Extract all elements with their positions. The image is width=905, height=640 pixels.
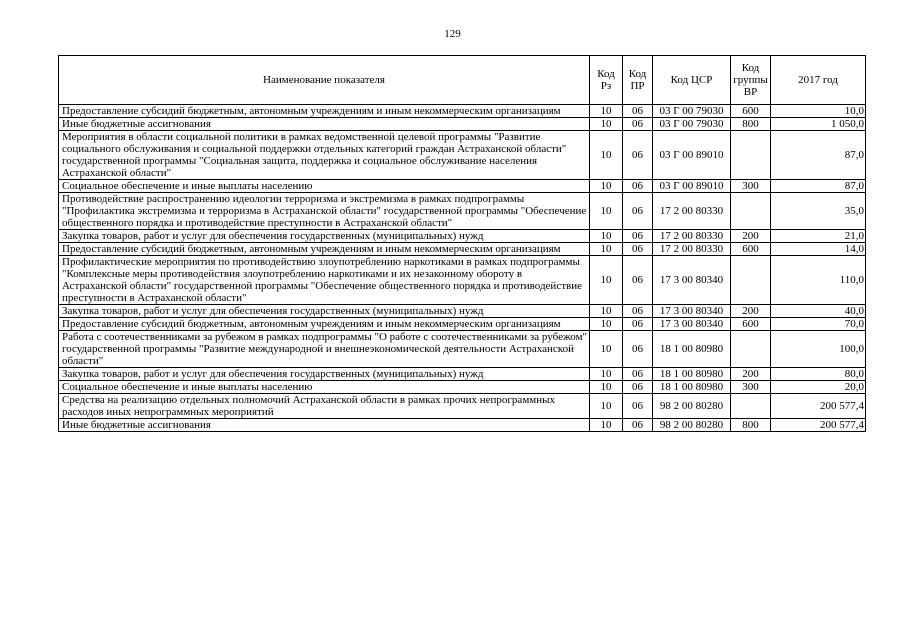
row-name: Средства на реализацию отдельных полномочий Астраханской области в рамках прочих непрограммных расходов иных непрограммных мероприятий bbox=[59, 394, 590, 419]
row-amount: 100,0 bbox=[771, 331, 866, 368]
row-name: Работа с соотечественниками за рубежом в рамках подпрограммы "О работе с соотечественниками за рубежом" государственной программы "Развитие международной и внешнеэкономической деятельности Астраханской области" bbox=[59, 331, 590, 368]
row-csr: 17 3 00 80340 bbox=[653, 305, 731, 318]
table-row bbox=[59, 368, 866, 381]
row-vr: 800 bbox=[731, 118, 771, 131]
row-rz: 10 bbox=[590, 331, 623, 368]
row-rz: 10 bbox=[590, 118, 623, 131]
table-row bbox=[59, 256, 866, 305]
row-rz: 10 bbox=[590, 243, 623, 256]
row-name: Закупка товаров, работ и услуг для обеспечения государственных (муниципальных) нужд bbox=[59, 368, 590, 381]
row-amount: 10,0 bbox=[771, 105, 866, 118]
table-row bbox=[59, 118, 866, 131]
row-pr: 06 bbox=[623, 180, 653, 193]
row-csr: 17 2 00 80330 bbox=[653, 230, 731, 243]
row-name: Противодействие распространению идеологии терроризма и экстремизма в рамках подпрограммы "Профилактика экстремизма и терроризма в Астраханской области" государственной программы "Обеспечение общественного порядка и противодействие преступности в Астраханской области" bbox=[59, 193, 590, 230]
row-pr: 06 bbox=[623, 256, 653, 305]
row-amount: 87,0 bbox=[771, 180, 866, 193]
row-vr: 300 bbox=[731, 381, 771, 394]
row-vr: 800 bbox=[731, 419, 771, 432]
row-amount: 200 577,4 bbox=[771, 394, 866, 419]
row-pr: 06 bbox=[623, 318, 653, 331]
table-body bbox=[59, 105, 866, 432]
row-name: Закупка товаров, работ и услуг для обеспечения государственных (муниципальных) нужд bbox=[59, 305, 590, 318]
header-pr: Код ПР bbox=[623, 56, 653, 105]
row-vr bbox=[731, 256, 771, 305]
row-pr: 06 bbox=[623, 368, 653, 381]
row-csr: 03 Г 00 89010 bbox=[653, 180, 731, 193]
row-pr: 06 bbox=[623, 193, 653, 230]
row-amount: 70,0 bbox=[771, 318, 866, 331]
row-csr: 18 1 00 80980 bbox=[653, 368, 731, 381]
header-row bbox=[59, 56, 866, 105]
row-pr: 06 bbox=[623, 243, 653, 256]
table-row bbox=[59, 419, 866, 432]
row-name: Мероприятия в области социальной политики в рамках ведомственной целевой программы "Развитие социального обслуживания и социальной поддержки отдельных категорий граждан Астраханской области" государственной программы "Социальная защита, поддержка и социальное обслуживание населения Астраханской области" bbox=[59, 131, 590, 180]
row-vr: 600 bbox=[731, 318, 771, 331]
row-rz: 10 bbox=[590, 305, 623, 318]
row-rz: 10 bbox=[590, 105, 623, 118]
row-pr: 06 bbox=[623, 230, 653, 243]
row-pr: 06 bbox=[623, 394, 653, 419]
row-vr bbox=[731, 193, 771, 230]
table-row bbox=[59, 394, 866, 419]
row-amount: 21,0 bbox=[771, 230, 866, 243]
row-amount: 14,0 bbox=[771, 243, 866, 256]
table-row bbox=[59, 318, 866, 331]
row-rz: 10 bbox=[590, 318, 623, 331]
row-vr: 600 bbox=[731, 105, 771, 118]
row-vr: 600 bbox=[731, 243, 771, 256]
row-vr: 300 bbox=[731, 180, 771, 193]
table-row bbox=[59, 381, 866, 394]
table-row bbox=[59, 243, 866, 256]
row-amount: 1 050,0 bbox=[771, 118, 866, 131]
row-rz: 10 bbox=[590, 256, 623, 305]
row-csr: 17 2 00 80330 bbox=[653, 243, 731, 256]
row-name: Профилактические мероприятия по противодействию злоупотреблению наркотиками в рамках подпрограммы "Комплексные меры противодействия злоупотреблению наркотиками и их незаконному обороту в Астраханской области" государственной программы "Обеспечение общественного порядка и противодействие преступности в Астраханской области" bbox=[59, 256, 590, 305]
row-csr: 03 Г 00 89010 bbox=[653, 131, 731, 180]
row-pr: 06 bbox=[623, 131, 653, 180]
row-pr: 06 bbox=[623, 419, 653, 432]
budget-table bbox=[58, 55, 866, 432]
row-csr: 98 2 00 80280 bbox=[653, 394, 731, 419]
row-vr bbox=[731, 394, 771, 419]
row-csr: 17 3 00 80340 bbox=[653, 318, 731, 331]
row-rz: 10 bbox=[590, 419, 623, 432]
row-vr: 200 bbox=[731, 305, 771, 318]
row-name: Предоставление субсидий бюджетным, автономным учреждениям и иным некоммерческим организациям bbox=[59, 318, 590, 331]
table-row bbox=[59, 105, 866, 118]
row-vr bbox=[731, 131, 771, 180]
row-pr: 06 bbox=[623, 305, 653, 318]
row-name: Иные бюджетные ассигнования bbox=[59, 419, 590, 432]
page-number: 129 bbox=[444, 28, 461, 40]
row-vr: 200 bbox=[731, 230, 771, 243]
table-row bbox=[59, 331, 866, 368]
row-csr: 18 1 00 80980 bbox=[653, 331, 731, 368]
row-vr bbox=[731, 331, 771, 368]
row-rz: 10 bbox=[590, 394, 623, 419]
header-name: Наименование показателя bbox=[59, 56, 590, 105]
row-amount: 200 577,4 bbox=[771, 419, 866, 432]
row-rz: 10 bbox=[590, 131, 623, 180]
row-vr: 200 bbox=[731, 368, 771, 381]
row-csr: 03 Г 00 79030 bbox=[653, 105, 731, 118]
row-name: Закупка товаров, работ и услуг для обеспечения государственных (муниципальных) нужд bbox=[59, 230, 590, 243]
row-pr: 06 bbox=[623, 381, 653, 394]
row-amount: 40,0 bbox=[771, 305, 866, 318]
table-row bbox=[59, 180, 866, 193]
row-csr: 17 2 00 80330 bbox=[653, 193, 731, 230]
table-row bbox=[59, 305, 866, 318]
row-amount: 20,0 bbox=[771, 381, 866, 394]
header-year: 2017 год bbox=[771, 56, 866, 105]
row-rz: 10 bbox=[590, 193, 623, 230]
row-rz: 10 bbox=[590, 230, 623, 243]
table-row bbox=[59, 230, 866, 243]
row-pr: 06 bbox=[623, 118, 653, 131]
row-name: Социальное обеспечение и иные выплаты населению bbox=[59, 180, 590, 193]
header-vr: Код группы ВР bbox=[731, 56, 771, 105]
table-header bbox=[59, 56, 866, 105]
row-name: Предоставление субсидий бюджетным, автономным учреждениям и иным некоммерческим организациям bbox=[59, 243, 590, 256]
row-pr: 06 bbox=[623, 331, 653, 368]
row-rz: 10 bbox=[590, 381, 623, 394]
header-rz: Код Рз bbox=[590, 56, 623, 105]
row-csr: 18 1 00 80980 bbox=[653, 381, 731, 394]
row-rz: 10 bbox=[590, 368, 623, 381]
row-name: Иные бюджетные ассигнования bbox=[59, 118, 590, 131]
row-amount: 80,0 bbox=[771, 368, 866, 381]
row-csr: 03 Г 00 79030 bbox=[653, 118, 731, 131]
row-name: Социальное обеспечение и иные выплаты населению bbox=[59, 381, 590, 394]
row-csr: 17 3 00 80340 bbox=[653, 256, 731, 305]
table-row bbox=[59, 193, 866, 230]
row-csr: 98 2 00 80280 bbox=[653, 419, 731, 432]
row-pr: 06 bbox=[623, 105, 653, 118]
row-amount: 110,0 bbox=[771, 256, 866, 305]
table-row bbox=[59, 131, 866, 180]
header-csr: Код ЦСР bbox=[653, 56, 731, 105]
row-name: Предоставление субсидий бюджетным, автономным учреждениям и иным некоммерческим организациям bbox=[59, 105, 590, 118]
row-amount: 87,0 bbox=[771, 131, 866, 180]
row-rz: 10 bbox=[590, 180, 623, 193]
row-amount: 35,0 bbox=[771, 193, 866, 230]
